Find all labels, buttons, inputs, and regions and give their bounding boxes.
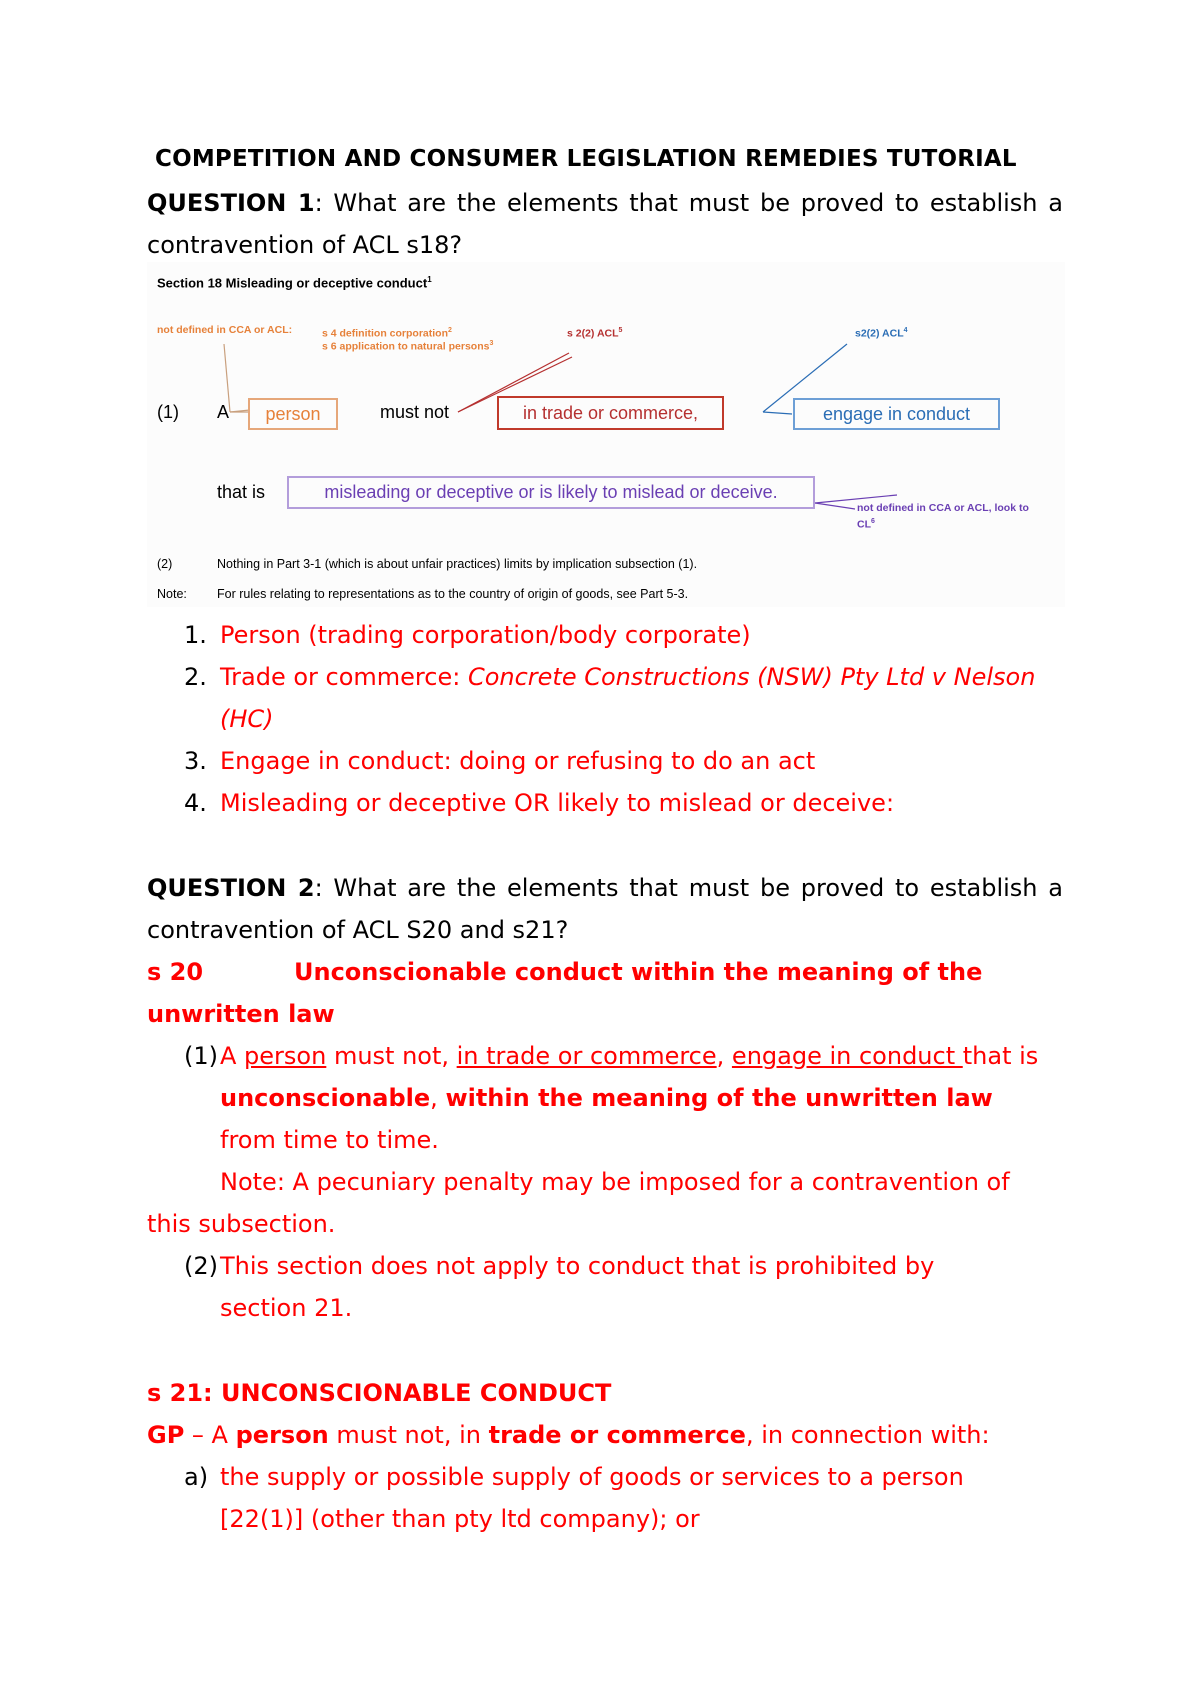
list-item-number: 4.	[184, 789, 207, 817]
s20-heading-cont: unwritten law	[147, 1000, 335, 1028]
diagram-heading: Section 18 Misleading or deceptive conduct$^1$	[157, 275, 432, 291]
s21-general-prohibition: GP – A person must not, in trade or commerce, in connection with:	[147, 1421, 990, 1449]
question-2-text: What are the elements that must be proved to establish a	[333, 874, 1063, 902]
annotation-s4: s 4 definition corporation$^2$	[322, 327, 452, 340]
s20-trade: in trade or commerce	[456, 1042, 717, 1070]
note-label: Note:	[157, 587, 187, 601]
misleading-box: misleading or deceptive or is likely to mislead or deceive.	[287, 476, 815, 509]
subsection-2-label: (2)	[157, 557, 173, 571]
annotation-cl-1: not defined in CCA or ACL, look to	[857, 502, 1029, 514]
s20-note-line-1: Note: A pecuniary penalty may be imposed for a contravention of	[220, 1168, 1010, 1196]
list-item-number: 1.	[184, 621, 207, 649]
s20-sub1-line-3: from time to time.	[220, 1126, 439, 1154]
engage-in-conduct-box: engage in conduct	[793, 398, 1000, 430]
s21-item-a-line-2: [22(1)] (other than pty ltd company); or	[220, 1505, 700, 1533]
annotation-cl-2: $CL^6$	[857, 518, 875, 531]
list-item-number: 3.	[184, 747, 207, 775]
list-item: Misleading or deceptive OR likely to mislead or deceive:	[220, 789, 895, 817]
s20-heading: Unconscionable conduct within the meaning of the	[294, 958, 983, 986]
subsection-2-text: Nothing in Part 3-1 (which is about unfair practices) limits by implication subsection (1).	[217, 557, 698, 571]
s20-engage: engage in conduct	[731, 1042, 963, 1070]
that-is-text: that is	[217, 482, 266, 502]
s20-number: s 20	[147, 958, 204, 986]
note-text: For rules relating to representations as to the country of origin of goods, see Part 5-3.	[217, 587, 689, 601]
s21-item-a-label: a)	[184, 1463, 209, 1491]
question-1-label: QUESTION 1	[147, 189, 315, 217]
question-2-line-2: contravention of ACL S20 and s21?	[147, 916, 569, 944]
s21-item-a-line-1: the supply or possible supply of goods or services to a person	[220, 1463, 964, 1491]
must-not-text: must not	[380, 402, 450, 422]
diagram-connectors	[147, 262, 1065, 607]
s20-person: person	[244, 1042, 327, 1070]
question-2-label: QUESTION 2	[147, 874, 315, 902]
page-title: COMPETITION AND CONSUMER LEGISLATION REMEDIES TUTORIAL	[155, 146, 1017, 172]
s20-sub1-label: (1)	[184, 1042, 218, 1070]
question-2-line-1: QUESTION 2: What are the elements that must be proved to establish a	[147, 874, 1063, 902]
question-1-line-1: QUESTION 1: What are the elements that must be proved to establish a	[147, 189, 1063, 217]
list-item-number: 2.	[184, 663, 207, 691]
question-1-text: What are the elements that must be proved to establish a	[333, 189, 1063, 217]
list-item: Trade or commerce: Concrete Constructions (NSW) Pty Ltd v Nelson	[220, 663, 1036, 691]
question-1-line-2: contravention of ACL s18?	[147, 231, 463, 259]
person-box: person	[248, 398, 338, 430]
annotation-s6: s 6 application to natural persons$^3$	[322, 340, 494, 353]
s20-sub2-line-2: section 21.	[220, 1294, 353, 1322]
section-18-diagram	[147, 262, 1065, 607]
list-item: Person (trading corporation/body corporate)	[220, 621, 751, 649]
article-a: A	[217, 402, 230, 422]
s21-heading: s 21: UNCONSCIONABLE CONDUCT	[147, 1379, 612, 1407]
case-citation-court: (HC)	[220, 705, 274, 733]
annotation-not-defined: not defined in CCA or ACL:	[157, 324, 293, 336]
annotation-s2-2: s 2(2) ACL$^5$	[567, 327, 623, 340]
list-item: Engage in conduct: doing or refusing to do an act	[220, 747, 816, 775]
annotation-s2-2-blue: s2(2) ACL$^4$	[855, 327, 908, 340]
case-citation: Concrete Constructions (NSW) Pty Ltd v Nelson	[467, 663, 1036, 691]
s20-sub2-label: (2)	[184, 1252, 218, 1280]
trade-or-commerce-box: in trade or commerce,	[497, 396, 724, 430]
s20-sub1-line-2: unconscionable, within the meaning of the unwritten law	[220, 1084, 993, 1112]
subsection-1-label: (1)	[157, 402, 179, 422]
s20-sub2-line-1: This section does not apply to conduct that is prohibited by	[220, 1252, 935, 1280]
s20-note-line-2: this subsection.	[147, 1210, 336, 1238]
s20-sub1-line-1: A person must not, in trade or commerce, engage in conduct that is	[220, 1042, 1039, 1070]
